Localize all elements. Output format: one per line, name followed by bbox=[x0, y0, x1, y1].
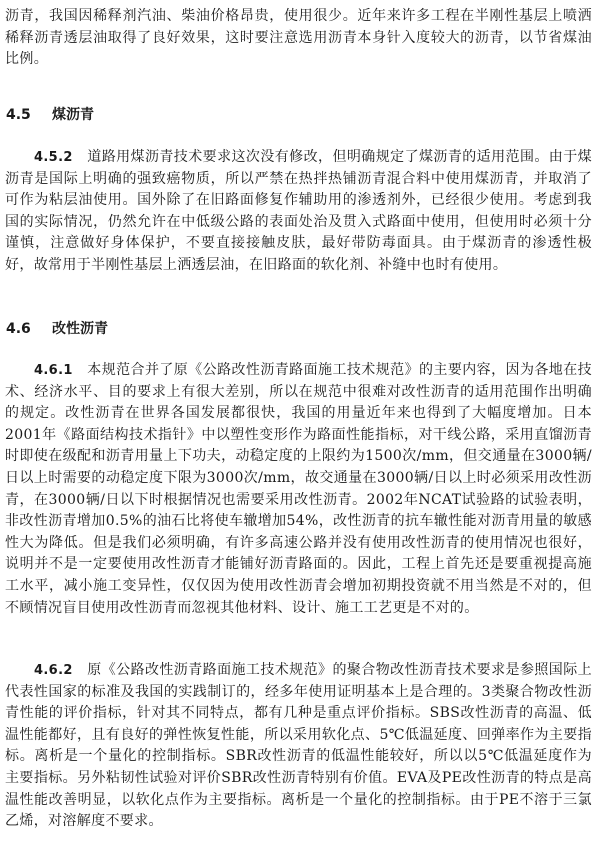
section-heading-4-5 bbox=[6, 104, 94, 124]
section-title: 改性沥青 bbox=[52, 321, 108, 337]
section-heading-4-6 bbox=[6, 318, 108, 338]
clause-4-6-2 bbox=[5, 660, 592, 833]
clause-text: 道路用煤沥青技术要求这次没有修改，但明确规定了煤沥青的适用范围。由于煤沥青是国际上明确的强致癌物质，所以严禁在热拌热铺沥青混合料中使用煤沥青，并取消了可作为粘层油使用。国外除了在旧路面修复作辅助用的渗透剂外，已经很少使用。考虑到我国的实际情况，仍然允许在中低级公路的表面处治及贯入式路面中使用，但使用时必须十分谨慎，注意做好身体保护，不要直接接触皮肤，最好带防毒面具。由于煤沥青的渗透性极好，故常用于半刚性基层上洒透层油，在旧路面的软化剂、补缝中也时有使用。 bbox=[5, 149, 592, 273]
section-number: 4.6 bbox=[6, 321, 31, 337]
section-title: 煤沥青 bbox=[52, 107, 94, 123]
clause-number: 4.6.2 bbox=[34, 663, 73, 678]
clause-4-5-2 bbox=[5, 147, 592, 277]
clause-text: 原《公路改性沥青路面施工技术规范》的聚合物改性沥青技术要求是参照国际上代表性国家的标准及我国的实践制订的，经多年使用证明基本上是合理的。3类聚合物改性沥青性能的评价指标，针对其不同特点，都有几种是重点评价指标。SBS改性沥青的高温、低温性能都好，且有良好的弹性恢复性能，所以采用软化点、5℃低温延度、回弹率作为主要指标。离析是一个量化的控制指标。SBR改性沥青的低温性能较好，所以以5℃低温延度作为主要指标。另外粘韧性试验对评价SBR改性沥青特别有价值。EVA及PE改性沥青的特点是高温性能改善明显，以软化点作为主要指标。离析是一个量化的控制指标。由于PE不溶于三氯乙烯，对溶解度不要求。 bbox=[5, 662, 592, 830]
clause-4-6-1 bbox=[5, 360, 592, 619]
section-number: 4.5 bbox=[6, 107, 31, 123]
clause-number: 4.6.1 bbox=[34, 363, 73, 378]
clause-text: 本规范合并了原《公路改性沥青路面施工技术规范》的主要内容，因为各地在技术、经济水平、目的要求上有很大差别，所以在规范中很难对改性沥青的适用范围作出明确的规定。改性沥青在世界各国发展都很快，我国的用量近年来也得到了大幅度增加。日本2001年《路面结构技术指针》中以塑性变形作为路面性能指标，对干线公路，采用直馏沥青时即使在级配和沥青用量上下功夫，动稳定度的上限约为1500次/mm，但交通量在3000辆/日以上时需要的动稳定度下限为3000次/mm，故交通量在3000辆/日以上时必须采用改性沥青，在3000辆/日以下时根据情况也需要采用改性沥青。2002年NCAT试验路的试验表明，非改性沥青增加0.5%的油石比将使车辙增加54%，改性沥青的抗车辙性能对沥青用量的敏感性大为降低。但是我们必须明确，有许多高速公路并没有使用改性沥青的使用情况也很好，说明并不是一定要使用改性沥青才能铺好沥青路面的。因此，工程上首先还是要重视提高施工水平，减小施工变异性，仅仅因为使用改性沥青会增加初期投资就不用当然是不对的，但不顾情况盲目使用改性沥青而忽视其他材料、设计、施工工艺更是不对的。 bbox=[5, 362, 592, 616]
clause-number: 4.5.2 bbox=[34, 150, 73, 165]
paragraph-continuation: 沥青，我国因稀释剂汽油、柴油价格昂贵，使用很少。近年来许多工程在半刚性基层上喷洒稀释沥青透层油取得了良好效果，这时要注意选用沥青本身针入度较大的沥青，以节省煤油比例。 bbox=[5, 8, 592, 68]
